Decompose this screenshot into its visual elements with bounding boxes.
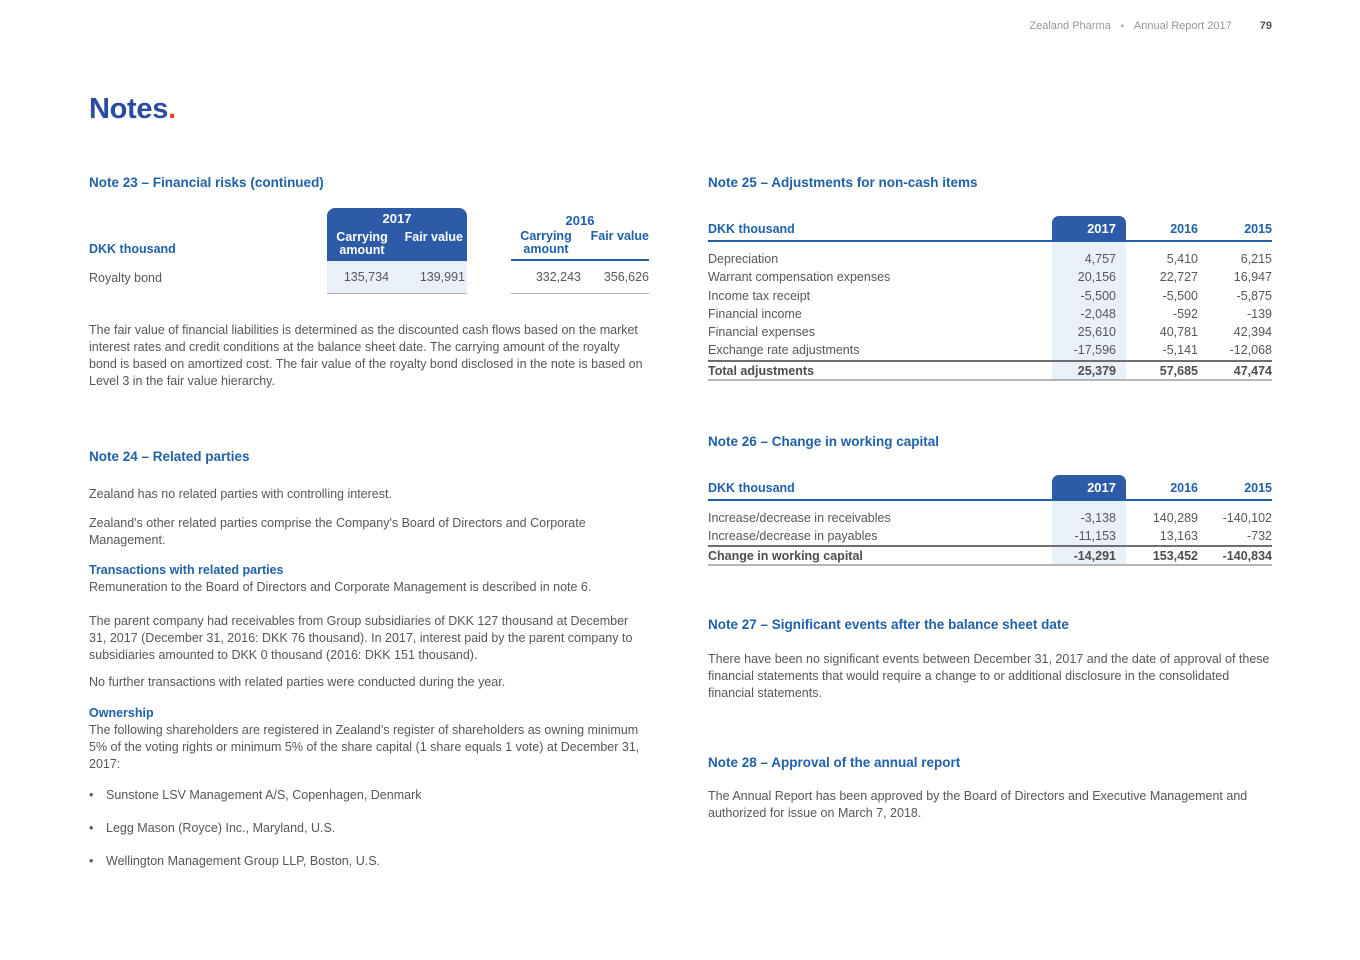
row-label: Exchange rate adjustments (708, 343, 860, 358)
note24-ownership-paragraph: The following shareholders are registered in Zealand's register of shareholders as owning minimum 5% of the voting rights or minimum 5% of the share capital (1 share equals 1 vote) at December 31, 2017: (89, 723, 640, 771)
value-2016: 40,781 (1159, 325, 1198, 340)
note23-year-2017: 2017 (382, 211, 412, 226)
total-2015: -140,834 (1222, 549, 1272, 564)
note27-heading: Note 27 – Significant events after the balance sheet date (708, 617, 1069, 633)
value-2017: 25,610 (1077, 325, 1116, 340)
note23-row-header: DKK thousand (89, 242, 176, 256)
note28-heading: Note 28 – Approval of the annual report (708, 755, 961, 771)
total-2017: -14,291 (1073, 549, 1116, 564)
value-2015: 16,947 (1233, 270, 1272, 285)
note23-group-2016 (511, 208, 649, 261)
shareholder-name: Sunstone LSV Management A/S, Copenhagen, Denmark (106, 788, 422, 802)
table-row (708, 268, 1272, 286)
note25-heading: Note 25 – Adjustments for non-cash items (708, 175, 978, 190)
right-column (708, 0, 1272, 822)
note26-heading: Note 26 – Change in working capital (708, 433, 940, 449)
value-2015: -139 (1246, 306, 1272, 321)
note23-fair-2017-value: 139,991 (419, 270, 465, 284)
value-2017: -17,596 (1073, 343, 1116, 358)
row-label: Financial income (708, 306, 802, 321)
total-label: Change in working capital (708, 549, 863, 564)
total-2016: 57,685 (1159, 363, 1198, 378)
note23-subheaders-2017 (327, 231, 467, 261)
note23-col-fair-2016: Fair value (590, 229, 649, 243)
page-title (89, 94, 649, 124)
note24-transactions-paragraph-2: The parent company had receivables from Group subsidiaries of DKK 127 thousand at December 31, 2017 (December 31, 2016: DKK 76 thousand). In 2017, interest paid by the parent company to subsidiaries amounted to DKK 0 thousand (2016: DKK 151 thousand). (89, 614, 633, 662)
value-2016: 22,727 (1159, 270, 1198, 285)
note25-year-2017: 2017 (1052, 216, 1126, 240)
note23-table (89, 208, 649, 294)
note24-heading: Note 24 – Related parties (89, 449, 250, 464)
note26-year-2017: 2017 (1052, 475, 1126, 499)
table-row (708, 287, 1272, 305)
note23-row-label: Royalty bond (89, 270, 162, 285)
value-2016: -5,500 (1162, 288, 1198, 303)
total-2016: 153,452 (1152, 549, 1198, 564)
row-label: Depreciation (708, 252, 779, 266)
total-2015: 47,474 (1233, 363, 1272, 378)
total-2017: 25,379 (1077, 363, 1116, 378)
note24-paragraph-1: Zealand has no related parties with controlling interest. (89, 487, 392, 501)
note23-year-2016: 2016 (565, 213, 595, 228)
company-name: Zealand Pharma (1029, 20, 1111, 32)
note23-carrying-2017-value: 135,734 (343, 270, 389, 284)
note26-row-header: DKK thousand (708, 480, 795, 495)
value-2016: 140,289 (1152, 510, 1198, 525)
note24-ownership-heading: Ownership (89, 706, 154, 720)
note26-year-2016: 2016 (1170, 480, 1198, 495)
note25-row-header: DKK thousand (708, 222, 795, 236)
row-label: Income tax receipt (708, 288, 811, 303)
separator-dot: • (1120, 21, 1124, 31)
table-row (708, 509, 1272, 527)
page-title-text: Notes (89, 93, 169, 125)
note23-table-header (89, 208, 649, 261)
note24-transactions-paragraph-3: No further transactions with related parties were conducted during the year. (89, 675, 506, 689)
shareholder-list (89, 787, 649, 870)
table-row (708, 527, 1272, 545)
note23-values-2016 (511, 261, 649, 294)
bullet-icon: • (89, 854, 94, 868)
value-2016: -592 (1172, 306, 1198, 321)
note23-table-row (89, 261, 649, 294)
note28-paragraph: The Annual Report has been approved by the Board of Directors and Executive Management and authorized for issue on March 7, 2018. (708, 789, 1248, 821)
shareholder-name: Wellington Management Group LLP, Boston, U.S. (106, 854, 381, 868)
note23-col-carrying-2017: Carrying amount (336, 230, 388, 257)
value-2015: -140,102 (1222, 510, 1272, 525)
value-2017: 20,156 (1077, 270, 1116, 285)
note23-col-fair-2017: Fair value (404, 230, 463, 244)
note25-table (708, 218, 1272, 381)
report-title: Annual Report 2017 (1133, 20, 1232, 32)
row-label: Increase/decrease in receivables (708, 510, 891, 525)
note25-year-2016: 2016 (1170, 222, 1198, 236)
note23-heading: Note 23 – Financial risks (continued) (89, 175, 324, 190)
note26-table-header (708, 477, 1272, 501)
list-item (89, 820, 649, 837)
note23-col-carrying-2016: Carrying amount (520, 229, 572, 256)
table-row (708, 323, 1272, 341)
left-column (89, 0, 649, 870)
note25-table-header (708, 218, 1272, 242)
value-2017: -3,138 (1080, 510, 1116, 525)
note25-total-row (708, 360, 1272, 381)
note23-fair-2016-value: 356,626 (603, 270, 649, 284)
note23-subheaders-2016 (511, 230, 649, 259)
value-2016: 13,163 (1159, 529, 1198, 544)
note23-carrying-2016-value: 332,243 (535, 270, 581, 284)
note26-total-row (708, 545, 1272, 566)
note25-year-2015: 2015 (1244, 222, 1272, 236)
value-2017: -5,500 (1080, 288, 1116, 303)
value-2017: -11,153 (1074, 529, 1116, 544)
value-2017: 4,757 (1084, 252, 1116, 266)
value-2016: 5,410 (1166, 252, 1198, 266)
value-2015: -732 (1246, 529, 1272, 544)
bullet-icon: • (89, 821, 94, 835)
list-item (89, 787, 649, 804)
note23-group-2017 (327, 208, 467, 261)
value-2015: 42,394 (1233, 325, 1272, 340)
note24-paragraph-2: Zealand's other related parties comprise the Company's Board of Directors and Corporate Management. (89, 516, 586, 547)
value-2015: -5,875 (1236, 288, 1272, 303)
note23-values-2017 (327, 261, 467, 294)
shareholder-name: Legg Mason (Royce) Inc., Maryland, U.S. (106, 821, 336, 835)
table-row (708, 341, 1272, 359)
value-2016: -5,141 (1162, 343, 1198, 358)
note23-paragraph: The fair value of financial liabilities is determined as the discounted cash flows based on the market interest rates and credit conditions at the balance sheet date. The carrying amount of the royalty bond is based on amortized cost. The fair value of the royalty bond disclosed in the note is based on Level 3 in the fair value hierarchy. (89, 323, 643, 388)
bullet-icon: • (89, 788, 94, 802)
row-label: Increase/decrease in payables (708, 529, 878, 544)
value-2015: -12,068 (1229, 343, 1272, 358)
note25-table-body (708, 242, 1272, 381)
value-2017: -2,048 (1080, 306, 1116, 321)
page-number: 79 (1259, 20, 1272, 32)
value-2015: 6,215 (1240, 252, 1272, 266)
note27-paragraph: There have been no significant events between December 31, 2017 and the date of approval of these financial statements that would require a change to or additional disclosure in the consolidated financial statements. (708, 652, 1270, 701)
note24-transactions-heading: Transactions with related parties (89, 563, 284, 577)
row-label: Warrant compensation expenses (708, 270, 891, 285)
note26-table (708, 477, 1272, 567)
note24-transactions-paragraph-1: Remuneration to the Board of Directors and Corporate Management is described in note 6. (89, 580, 592, 594)
list-item (89, 853, 649, 870)
note26-table-body (708, 501, 1272, 567)
total-label: Total adjustments (708, 363, 815, 378)
table-row (708, 305, 1272, 323)
note26-year-2015: 2015 (1244, 480, 1272, 495)
table-row (708, 250, 1272, 268)
title-accent-dot: . (168, 93, 176, 125)
row-label: Financial expenses (708, 325, 816, 340)
